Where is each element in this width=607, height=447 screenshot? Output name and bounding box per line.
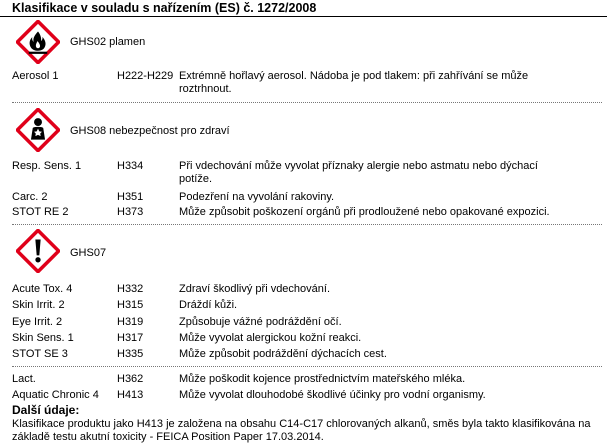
hazard-code: H373 <box>117 206 144 218</box>
hazard-class: STOT SE 3 <box>12 348 68 360</box>
hazard-class: Aquatic Chronic 4 <box>12 389 99 401</box>
hazard-statement-cont: roztrhnout. <box>179 83 232 95</box>
hazard-code: H351 <box>117 191 144 203</box>
hazard-statement: Při vdechování může vyvolat příznaky alergie nebo astmatu nebo dýchací <box>179 160 538 172</box>
ghs07-code: GHS07 <box>70 247 107 259</box>
hazard-statement: Může vyvolat dlouhodobé škodlivé účinky pro vodní organismy. <box>179 389 486 401</box>
hazard-code: H335 <box>117 348 144 360</box>
ghs02-code: GHS02 plamen <box>70 36 146 48</box>
hazard-statement: Může způsobit podráždění dýchacích cest. <box>179 348 387 360</box>
hazard-code: H222-H229 <box>117 70 174 82</box>
hazard-statement-cont: potíže. <box>179 173 213 185</box>
ghs08-code: GHS08 nebezpečnost pro zdraví <box>70 125 230 137</box>
hazard-statement: Dráždí kůži. <box>179 299 238 311</box>
hazard-statement: Podezření na vyvolání rakoviny. <box>179 191 335 203</box>
flame-icon <box>16 20 60 64</box>
hazard-code: H317 <box>117 332 144 344</box>
hazard-class: STOT RE 2 <box>12 206 69 218</box>
hazard-class: Aerosol 1 <box>12 70 59 82</box>
hazard-class: Skin Sens. 1 <box>12 332 74 344</box>
hazard-class: Resp. Sens. 1 <box>12 160 82 172</box>
hazard-statement: Může poškodit kojence prostřednictvím mateřského mléka. <box>179 373 466 385</box>
hazard-code: H319 <box>117 316 144 328</box>
exclamation-icon <box>16 229 60 273</box>
hazard-class: Eye Irrit. 2 <box>12 316 63 328</box>
further-info-text: Klasifikace produktu jako H413 je založena na obsahu C14-C17 chlorovaných alkanů, směs byla takto klasifikována na základě testu akutní toxicity - FEICA Position Paper 17.03.2014. <box>12 418 591 443</box>
hazard-code: H413 <box>117 389 144 401</box>
further-info-heading: Další údaje: <box>12 403 80 417</box>
separator <box>12 366 602 367</box>
hazard-code: H332 <box>117 283 144 295</box>
hazard-statement: Zdraví škodlivý při vdechování. <box>179 283 331 295</box>
title-rule <box>0 16 607 17</box>
separator <box>12 224 602 225</box>
health-hazard-icon <box>16 108 60 152</box>
hazard-statement: Způsobuje vážné podráždění očí. <box>179 316 342 328</box>
hazard-class: Lact. <box>12 373 36 385</box>
hazard-class: Carc. 2 <box>12 191 48 203</box>
separator <box>12 102 602 103</box>
section-title: Klasifikace v souladu s nařízením (ES) č. 1272/2008 <box>12 1 317 15</box>
hazard-class: Acute Tox. 4 <box>12 283 73 295</box>
hazard-statement: Může vyvolat alergickou kožní reakci. <box>179 332 362 344</box>
hazard-code: H362 <box>117 373 144 385</box>
hazard-statement: Extrémně hořlavý aerosol. Nádoba je pod tlakem: při zahřívání se může <box>179 70 529 82</box>
hazard-class: Skin Irrit. 2 <box>12 299 65 311</box>
hazard-code: H315 <box>117 299 144 311</box>
hazard-code: H334 <box>117 160 144 172</box>
hazard-statement: Může způsobit poškození orgánů při prodloužené nebo opakované expozici. <box>179 206 550 218</box>
